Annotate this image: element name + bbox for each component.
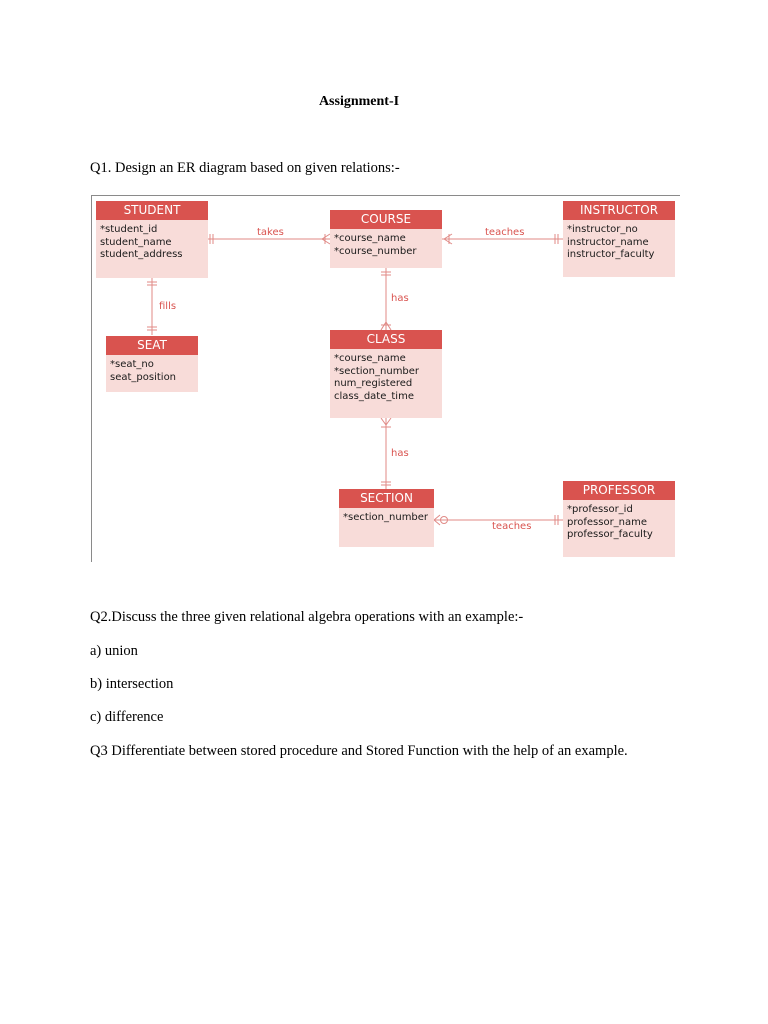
attr-seat-position: seat_position xyxy=(110,371,177,383)
attr-class-num-registered: num_registered xyxy=(334,378,413,389)
attr-course-name: *course_name xyxy=(334,233,406,244)
entity-student xyxy=(96,201,208,278)
entity-instructor xyxy=(563,201,675,277)
attr-section-number: *section_number xyxy=(343,512,429,523)
entity-student-name: STUDENT xyxy=(96,201,208,220)
rel-label-teaches-professor: teaches xyxy=(492,521,532,532)
entity-professor xyxy=(563,481,675,557)
entity-professor-name: PROFESSOR xyxy=(563,481,675,500)
question-2-option-a: a) union xyxy=(90,643,138,659)
attr-student-address: student_address xyxy=(100,249,183,260)
attr-class-date-time: class_date_time xyxy=(334,390,414,402)
attr-professor-faculty: professor_faculty xyxy=(567,529,653,540)
entity-instructor-name: INSTRUCTOR xyxy=(563,201,675,220)
entity-class xyxy=(330,330,442,418)
entity-seat xyxy=(106,336,198,392)
attr-course-number: *course_number xyxy=(334,245,417,257)
attr-instructor-no: *instructor_no xyxy=(567,224,638,235)
attr-professor-id: *professor_id xyxy=(567,504,633,515)
attr-student-id: *student_id xyxy=(100,224,158,235)
attr-class-section-number: *section_number xyxy=(334,365,420,377)
attr-student-name: student_name xyxy=(100,236,172,248)
rel-label-has-class-section: has xyxy=(391,448,409,459)
entity-section-name: SECTION xyxy=(339,489,434,508)
entity-section xyxy=(339,489,434,547)
question-2: Q2.Discuss the three given relational algebra operations with an example:- xyxy=(90,609,524,625)
er-diagram xyxy=(91,195,680,562)
question-2-option-c: c) difference xyxy=(90,709,164,725)
attr-instructor-faculty: instructor_faculty xyxy=(567,249,655,260)
entity-course-name: COURSE xyxy=(330,210,442,229)
entity-course xyxy=(330,210,442,268)
question-2-option-b: b) intersection xyxy=(90,676,174,692)
question-3: Q3 Differentiate between stored procedure and Stored Function with the help of an example. xyxy=(90,743,628,759)
entity-seat-name: SEAT xyxy=(106,336,198,355)
page-title: Assignment-I xyxy=(318,94,400,109)
question-1: Q1. Design an ER diagram based on given relations:- xyxy=(90,160,400,176)
rel-label-has-course-class: has xyxy=(391,293,409,304)
rel-label-takes: takes xyxy=(257,227,284,238)
rel-label-teaches-instructor: teaches xyxy=(485,227,525,238)
attr-professor-name: professor_name xyxy=(567,516,648,528)
entity-class-name: CLASS xyxy=(330,330,442,349)
attr-instructor-name: instructor_name xyxy=(567,236,649,248)
attr-seat-no: *seat_no xyxy=(110,359,154,370)
rel-label-fills: fills xyxy=(159,301,177,312)
attr-class-course-name: *course_name xyxy=(334,353,406,364)
